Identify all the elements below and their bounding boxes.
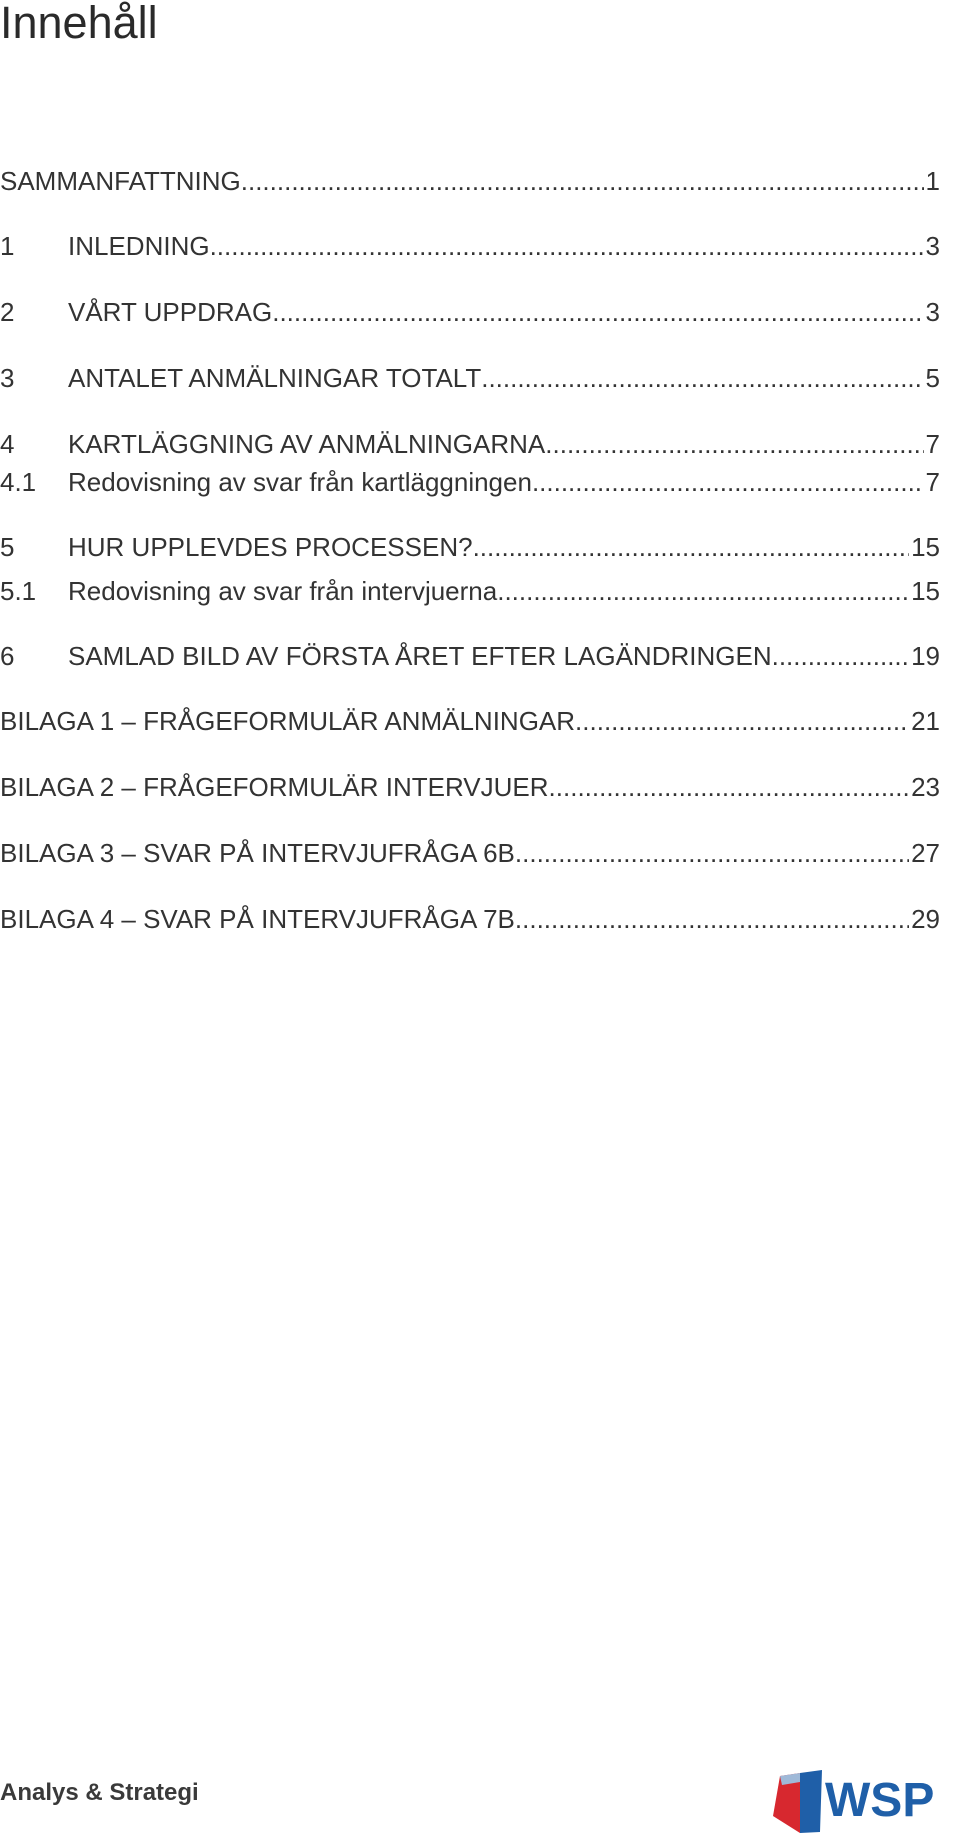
toc-entry[interactable] xyxy=(0,703,940,739)
toc-entry[interactable] xyxy=(0,835,940,871)
toc-entry[interactable] xyxy=(0,638,940,674)
toc-entry-page: 29 xyxy=(911,904,940,934)
toc-entry-page: 7 xyxy=(925,467,940,497)
toc-entry[interactable] xyxy=(0,228,940,264)
toc-entry[interactable] xyxy=(0,901,940,937)
toc-entry-number: 4.1 xyxy=(0,467,37,497)
toc-entry-number: 1 xyxy=(0,231,15,261)
toc-entry[interactable] xyxy=(0,360,940,396)
toc-entry-number: 6 xyxy=(0,641,15,671)
toc-entry-label: SAMLAD BILD AV FÖRSTA ÅRET EFTER LAGÄNDRINGEN xyxy=(68,641,772,671)
toc-entry-page: 21 xyxy=(911,706,940,736)
toc-leader xyxy=(772,638,909,674)
toc-entry[interactable] xyxy=(0,769,940,805)
toc-leader xyxy=(210,228,924,264)
toc-leader xyxy=(545,426,923,462)
toc-entry-label: INLEDNING xyxy=(68,231,210,261)
toc-entry-number: 5.1 xyxy=(0,576,37,606)
wsp-logo xyxy=(770,1760,955,1833)
toc-entry[interactable] xyxy=(0,426,940,462)
toc-entry[interactable] xyxy=(0,464,940,500)
footer-text: Analys & Strategi xyxy=(0,1779,199,1806)
toc-entry[interactable] xyxy=(0,573,940,609)
toc-leader xyxy=(481,360,923,396)
toc-entry-label: SAMMANFATTNING xyxy=(0,166,241,196)
toc-entry-page: 5 xyxy=(925,363,940,393)
toc-leader xyxy=(241,163,924,199)
toc-entry-page: 7 xyxy=(925,429,940,459)
toc-leader xyxy=(272,294,923,330)
logo-text: WSP xyxy=(825,1774,935,1827)
toc-entry-label: BILAGA 4 – SVAR PÅ INTERVJUFRÅGA 7B xyxy=(0,904,515,934)
toc-entry-label: BILAGA 1 – FRÅGEFORMULÄR ANMÄLNINGAR xyxy=(0,706,576,736)
toc-leader xyxy=(473,529,910,565)
toc-entry-label: BILAGA 3 – SVAR PÅ INTERVJUFRÅGA 6B xyxy=(0,838,515,868)
toc-entry-number: 2 xyxy=(0,297,15,327)
toc-entry-page: 15 xyxy=(911,576,940,606)
toc-entry-label: HUR UPPLEVDES PROCESSEN? xyxy=(68,532,473,562)
toc-entry[interactable] xyxy=(0,163,940,199)
toc-leader xyxy=(515,901,909,937)
toc-entry-page: 1 xyxy=(925,166,940,196)
toc-leader xyxy=(549,769,910,805)
toc-entry-page: 3 xyxy=(925,231,940,261)
logo-blue-mark xyxy=(800,1770,822,1833)
toc-leader xyxy=(497,573,909,609)
toc-entry-page: 23 xyxy=(911,772,940,802)
page-title: Innehåll xyxy=(0,0,158,48)
toc-entry-label: ANTALET ANMÄLNINGAR TOTALT xyxy=(68,363,482,393)
toc-entry-number: 3 xyxy=(0,363,15,393)
toc-leader xyxy=(532,464,924,500)
toc-entry[interactable] xyxy=(0,529,940,565)
toc-entry-page: 3 xyxy=(925,297,940,327)
toc-entry-label: VÅRT UPPDRAG xyxy=(68,297,273,327)
toc-entry-page: 27 xyxy=(911,838,940,868)
toc-entry-label: Redovisning av svar från kartläggningen xyxy=(68,467,532,497)
toc-entry-label: BILAGA 2 – FRÅGEFORMULÄR INTERVJUER xyxy=(0,772,549,802)
toc-entry-label: KARTLÄGGNING AV ANMÄLNINGARNA xyxy=(68,429,546,459)
toc-entry-number: 5 xyxy=(0,532,15,562)
toc-entry[interactable] xyxy=(0,294,940,330)
toc-entry-page: 19 xyxy=(911,641,940,671)
toc-entry-page: 15 xyxy=(911,532,940,562)
toc-entry-label: Redovisning av svar från intervjuerna xyxy=(68,576,498,606)
toc-leader xyxy=(575,703,909,739)
toc-leader xyxy=(515,835,909,871)
toc-entry-number: 4 xyxy=(0,429,15,459)
